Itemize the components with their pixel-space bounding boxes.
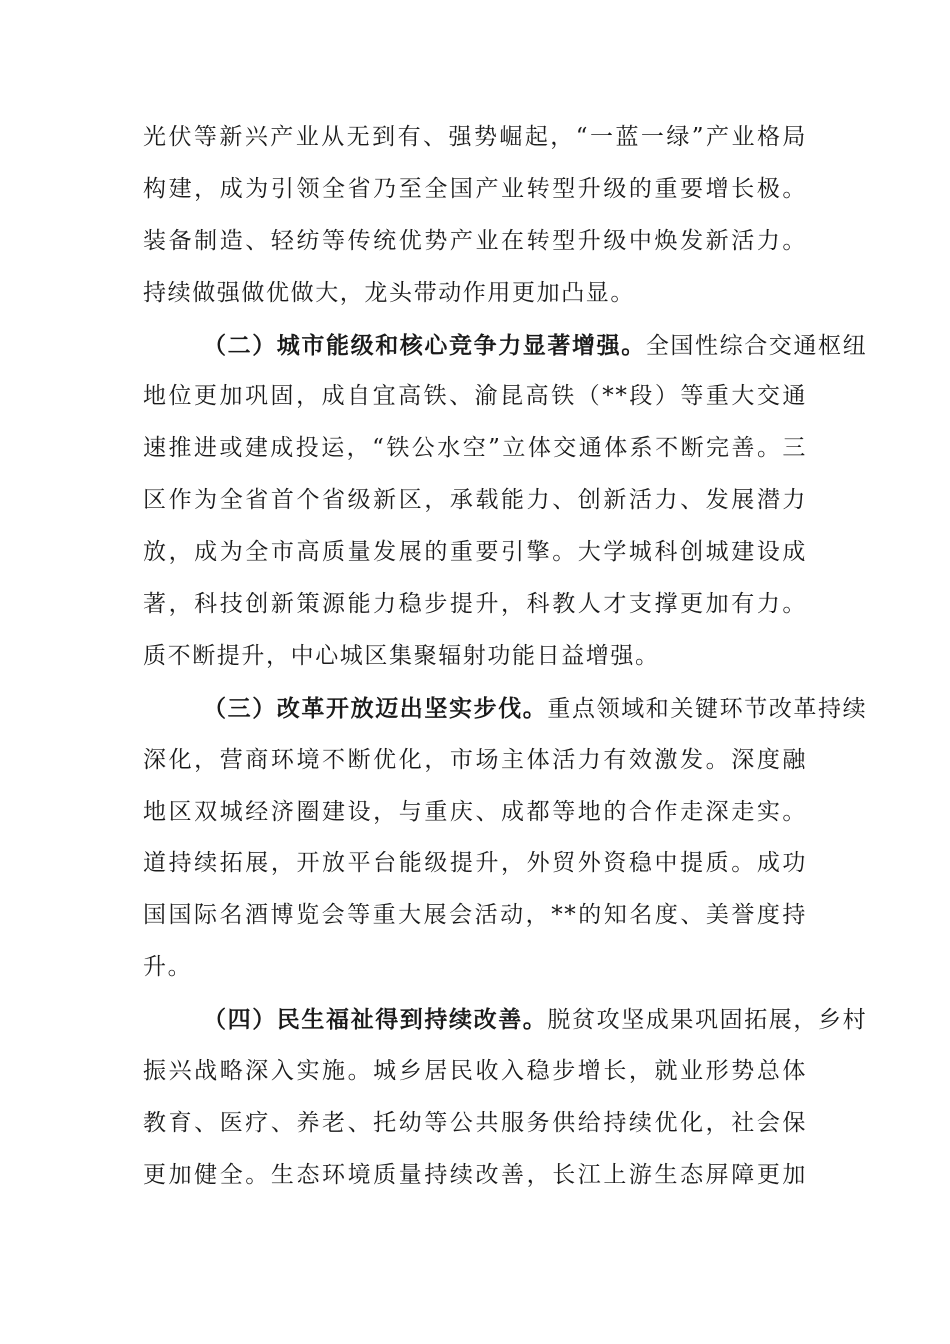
text-line: 持续做强做优做大，龙头带动作用更加凸显。: [143, 279, 635, 306]
section-text: 全国性综合交通枢纽: [645, 332, 868, 359]
section-text: 重点领域和关键环节改革持续: [547, 695, 868, 722]
text-line: 放，成为全市高质量发展的重要引擎。大学城科创城建设成: [143, 539, 807, 566]
paragraph-section-3: [143, 683, 868, 994]
text-line: 地位更加巩固，成自宜高铁、渝昆高铁（**段）等重大交通: [143, 383, 807, 410]
text-line: 质不断提升，中心城区集聚辐射功能日益增强。: [143, 642, 660, 669]
text-line: 装备制造、轻纺等传统优势产业在转型升级中焕发新活力。: [143, 227, 807, 254]
paragraph-section-4: [143, 994, 868, 1202]
text-line: 振兴战略深入实施。城乡居民收入稳步增长，就业形势总体: [143, 1058, 807, 1085]
text-line: [143, 994, 868, 1046]
text-line: 道持续拓展，开放平台能级提升，外贸外资稳中提质。成功: [143, 850, 807, 877]
paragraph-industry: [143, 112, 807, 320]
section-heading: （三）改革开放迈出坚实步伐。: [203, 694, 548, 722]
text-line: 升。: [143, 954, 193, 981]
text-line: 国国际名酒博览会等重大展会活动，**的知名度、美誉度持: [143, 902, 807, 929]
text-line: [143, 320, 868, 372]
document-body: [143, 112, 868, 1202]
text-line: 教育、医疗、养老、托幼等公共服务供给持续优化，社会保: [143, 1109, 807, 1136]
paragraph-section-2: [143, 320, 868, 683]
section-heading: （四）民生福祉得到持续改善。: [203, 1006, 548, 1034]
text-line: 区作为全省首个省级新区，承载能力、创新活力、发展潜力: [143, 487, 807, 514]
text-line: [143, 683, 868, 735]
text-line: 速推进或建成投运，“铁公水空”立体交通体系不断完善。三: [143, 435, 807, 462]
text-line: 著，科技创新策源能力稳步提升，科教人才支撑更加有力。: [143, 591, 807, 618]
text-line: 深化，营商环境不断优化，市场主体活力有效激发。深度融: [143, 746, 807, 773]
section-heading: （二）城市能级和核心竞争力显著增强。: [203, 331, 646, 359]
text-line: 地区双城经济圈建设，与重庆、成都等地的合作走深走实。: [143, 798, 807, 825]
text-line: 光伏等新兴产业从无到有、强势崛起，“一蓝一绿”产业格局: [143, 124, 807, 150]
text-line: 构建，成为引领全省乃至全国产业转型升级的重要增长极。: [143, 175, 807, 202]
section-text: 脱贫攻坚成果巩固拓展，乡村: [547, 1007, 868, 1034]
text-line: 更加健全。生态环境质量持续改善，长江上游生态屏障更加: [143, 1161, 807, 1188]
